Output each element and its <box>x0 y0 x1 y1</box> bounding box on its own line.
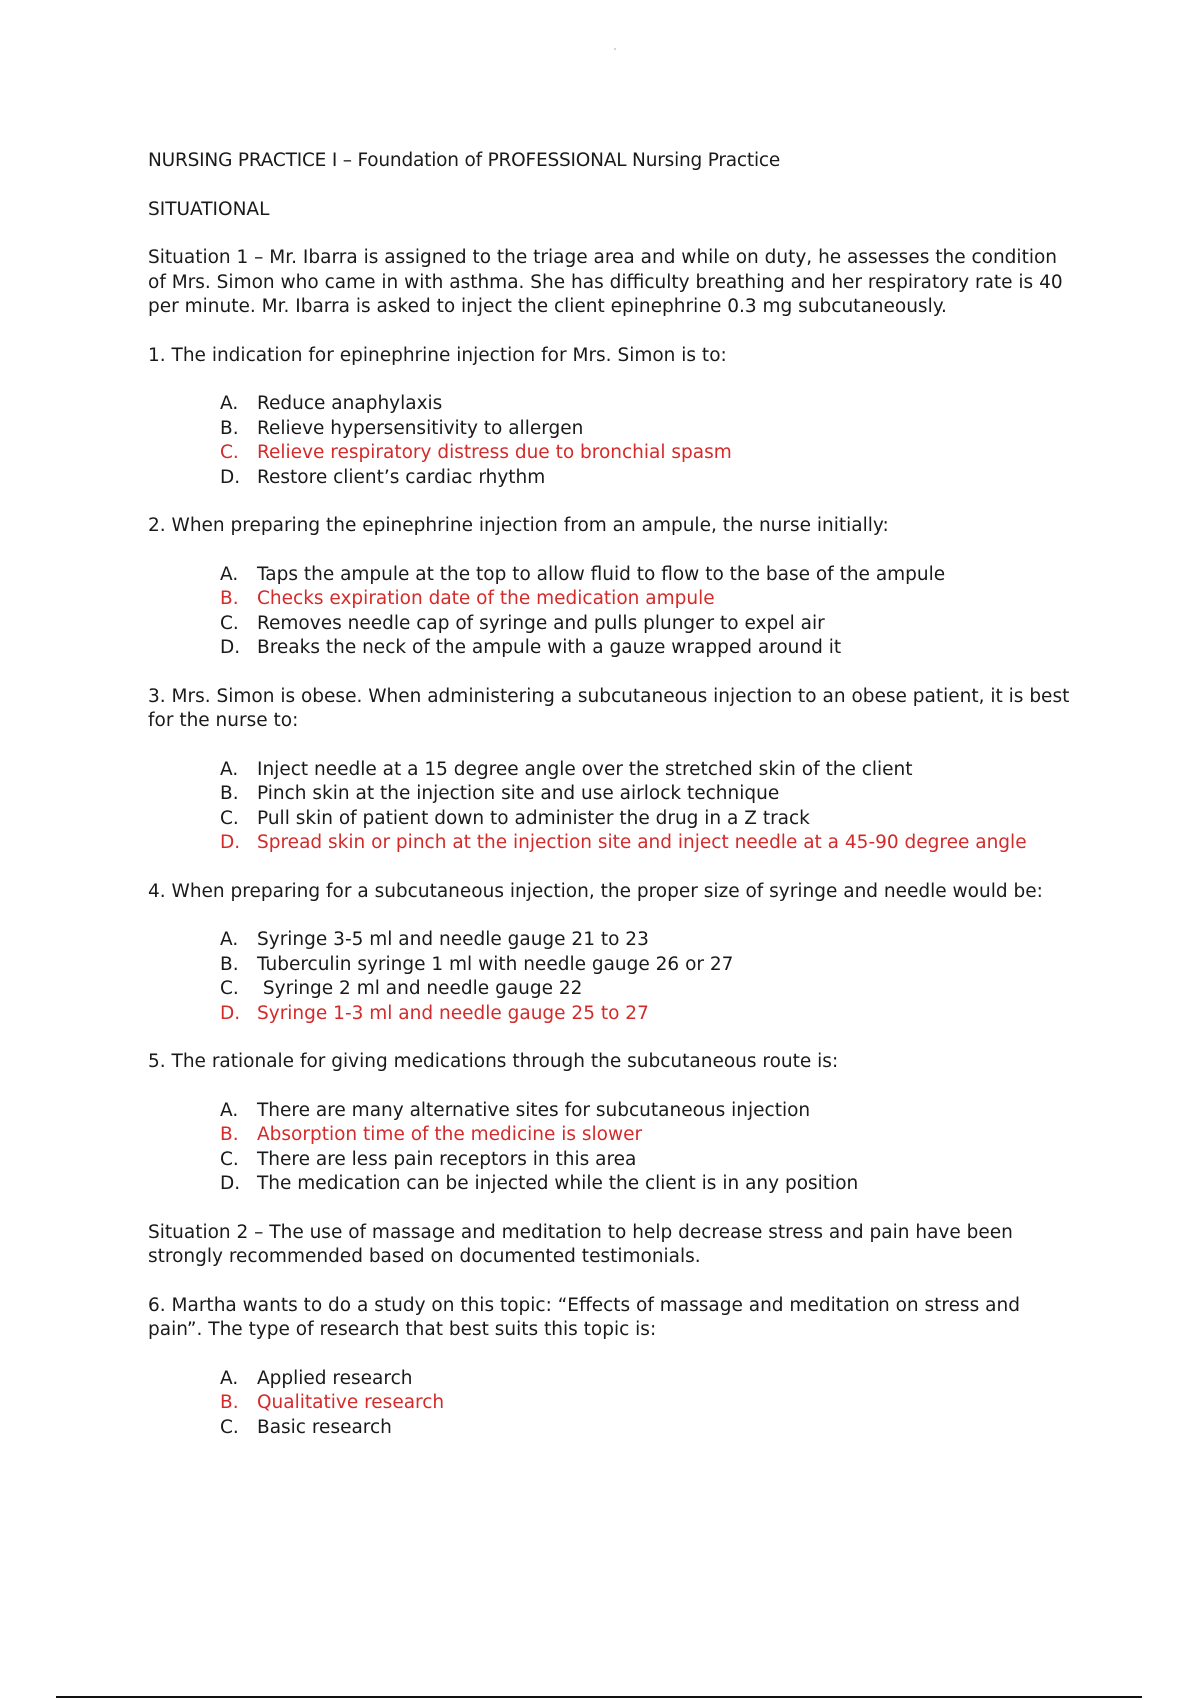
option-text: Applied research <box>257 1367 413 1389</box>
answer-option-correct <box>220 1123 1078 1148</box>
answer-options <box>148 1367 1078 1441</box>
answer-option <box>220 417 1078 442</box>
option-text: Basic research <box>257 1416 392 1438</box>
option-letter: D. <box>220 637 241 658</box>
answer-option <box>220 466 1078 491</box>
option-text: Syringe 2 ml and needle gauge 22 <box>257 978 583 999</box>
option-text: The medication can be injected while the client is in any position <box>257 1173 859 1194</box>
option-letter: C. <box>220 978 239 999</box>
option-letter: B. <box>220 1124 239 1145</box>
option-text: Checks expiration date of the medication ampule <box>257 588 715 609</box>
option-text: Pinch skin at the injection site and use airlock technique <box>257 783 780 804</box>
option-letter: B. <box>220 417 239 439</box>
option-text: There are less pain receptors in this area <box>257 1148 637 1170</box>
question-text: 4. When preparing for a subcutaneous injection, the proper size of syringe and needle would be: <box>148 880 1043 902</box>
question-text: 1. The indication for epinephrine injection for Mrs. Simon is to: <box>148 344 727 366</box>
option-letter: C. <box>220 612 239 634</box>
option-letter: B. <box>220 953 239 975</box>
answer-option <box>220 1367 1078 1392</box>
question-blocks <box>148 246 1078 1440</box>
section-label: SITUATIONAL <box>148 198 270 220</box>
answer-option <box>220 977 1078 1002</box>
answer-options <box>148 1099 1078 1197</box>
answer-option <box>220 928 1078 953</box>
option-text: Reduce anaphylaxis <box>257 393 443 414</box>
option-letter: B. <box>220 783 239 804</box>
situation-text: Situation 2 – The use of massage and meditation to help decrease stress and pain have been strongly recommended based on documented testimonials. <box>148 1221 1013 1267</box>
answer-options <box>148 928 1078 1026</box>
option-letter: A. <box>220 929 239 950</box>
footer-rule <box>56 1696 1142 1698</box>
answer-option-correct <box>220 441 1078 466</box>
answer-options <box>148 392 1078 490</box>
option-text: Absorption time of the medicine is slower <box>257 1124 643 1145</box>
answer-option <box>220 1416 1078 1441</box>
answer-option-correct <box>220 831 1078 856</box>
option-text: Removes needle cap of syringe and pulls plunger to expel air <box>257 612 825 634</box>
option-text: Relieve hypersensitivity to allergen <box>257 417 584 439</box>
option-text: Syringe 3-5 ml and needle gauge 21 to 23 <box>257 929 649 950</box>
document-body <box>148 149 1078 1464</box>
option-text: Inject needle at a 15 degree angle over the stretched skin of the client <box>257 758 913 780</box>
option-text: Spread skin or pinch at the injection site and inject needle at a 45-90 degree angle <box>257 832 1027 853</box>
option-letter: C. <box>220 807 239 829</box>
option-text: Restore client’s cardiac rhythm <box>257 466 546 488</box>
answer-option <box>220 1148 1078 1173</box>
answer-option <box>220 807 1078 832</box>
option-text: Qualitative research <box>257 1392 445 1413</box>
option-letter: C. <box>220 1416 239 1438</box>
option-letter: C. <box>220 1148 239 1170</box>
situation-text: Situation 1 – Mr. Ibarra is assigned to the triage area and while on duty, he assesses the condition of Mrs. Simon who came in with asthma. She has difficulty breathing and her respiratory rate is 40 per minute. Mr. Ibarra is asked to inject the client epinephrine 0.3 mg subcutaneously. <box>148 247 1063 317</box>
option-text: Syringe 1-3 ml and needle gauge 25 to 27 <box>257 1002 649 1024</box>
scan-speck <box>614 48 616 50</box>
answer-option-correct <box>220 587 1078 612</box>
question-text: 6. Martha wants to do a study on this topic: “Effects of massage and meditation on stress and pain”. The type of research that best suits this topic is: <box>148 1294 1020 1340</box>
option-text: Relieve respiratory distress due to bronchial spasm <box>257 442 732 463</box>
answer-options <box>148 563 1078 661</box>
option-letter: B. <box>220 1392 239 1413</box>
option-letter: A. <box>220 393 239 414</box>
answer-options <box>148 758 1078 856</box>
option-letter: D. <box>220 832 241 853</box>
option-letter: A. <box>220 1367 239 1389</box>
answer-option <box>220 392 1078 417</box>
document-title: NURSING PRACTICE I – Foundation of PROFESSIONAL Nursing Practice <box>148 150 781 171</box>
question-text: 5. The rationale for giving medications through the subcutaneous route is: <box>148 1051 839 1072</box>
option-text: Tuberculin syringe 1 ml with needle gauge 26 or 27 <box>257 953 734 975</box>
option-letter: A. <box>220 1099 239 1121</box>
option-text: Pull skin of patient down to administer the drug in a Z track <box>257 807 810 829</box>
question-text: 2. When preparing the epinephrine injection from an ampule, the nurse initially: <box>148 515 889 536</box>
answer-option <box>220 612 1078 637</box>
option-letter: B. <box>220 588 239 609</box>
option-text: There are many alternative sites for subcutaneous injection <box>257 1099 811 1121</box>
option-letter: A. <box>220 758 239 780</box>
answer-option <box>220 1172 1078 1197</box>
answer-option <box>220 1099 1078 1124</box>
question-text: 3. Mrs. Simon is obese. When administering a subcutaneous injection to an obese patient, it is best for the nurse to: <box>148 685 1070 731</box>
answer-option-correct <box>220 1002 1078 1027</box>
option-letter: D. <box>220 1173 241 1194</box>
answer-option <box>220 782 1078 807</box>
answer-option <box>220 953 1078 978</box>
option-letter: A. <box>220 563 239 585</box>
answer-option-correct <box>220 1391 1078 1416</box>
option-text: Taps the ampule at the top to allow fluid to flow to the base of the ampule <box>257 563 946 585</box>
answer-option <box>220 563 1078 588</box>
answer-option <box>220 758 1078 783</box>
option-letter: D. <box>220 1002 241 1024</box>
answer-option <box>220 636 1078 661</box>
option-letter: D. <box>220 466 241 488</box>
option-letter: C. <box>220 442 239 463</box>
option-text: Breaks the neck of the ampule with a gauze wrapped around it <box>257 637 842 658</box>
